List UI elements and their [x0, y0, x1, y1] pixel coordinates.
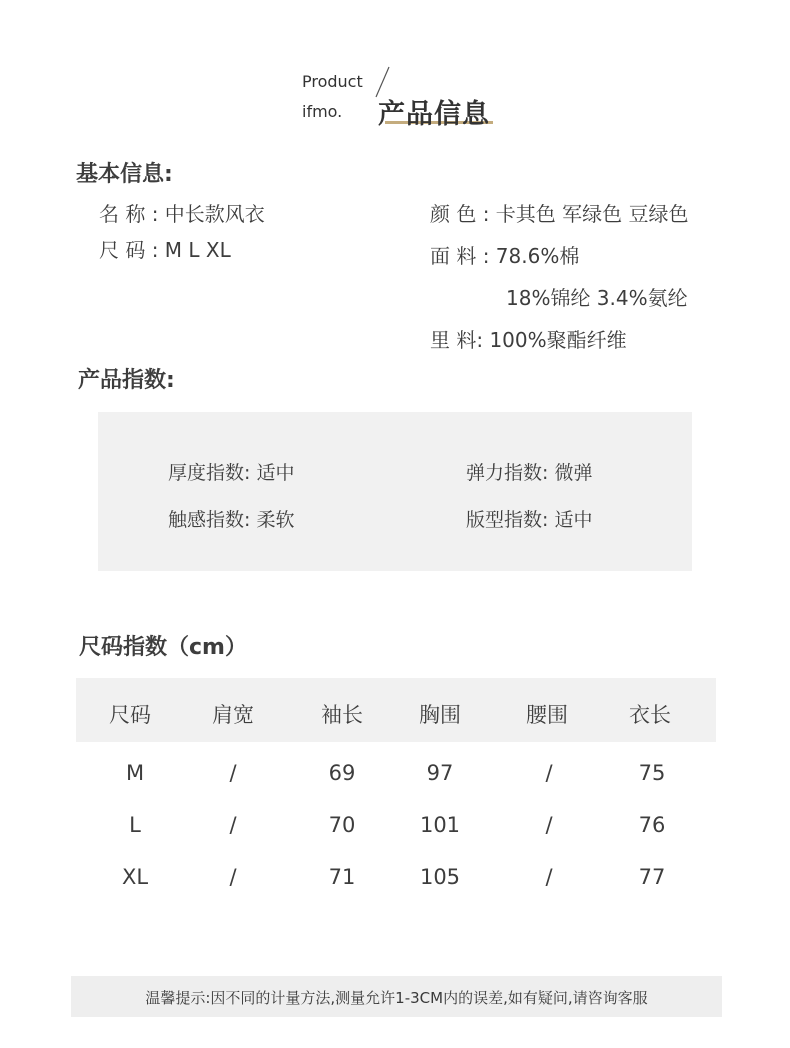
table-cell: 76: [638, 813, 666, 837]
table-cell: /: [545, 761, 553, 785]
table-cell: /: [545, 813, 553, 837]
header-en-line2: ifmo.: [302, 102, 343, 121]
header-en-line1: Product: [302, 72, 363, 91]
table-cell: /: [229, 813, 237, 837]
table-cell: 105: [419, 865, 461, 889]
table-cell: XL: [121, 865, 149, 889]
table-cell: /: [545, 865, 553, 889]
table-cell: 101: [419, 813, 461, 837]
table-cell: M: [125, 761, 145, 785]
table-cell: L: [129, 813, 141, 837]
info-color: 颜 色 : 卡其色 军绿色 豆绿色: [430, 202, 689, 226]
info-fabric-2: 18%锦纶 3.4%氨纶: [506, 286, 688, 310]
header-shoulder: 肩宽: [212, 703, 254, 727]
product-index-panel: [98, 412, 692, 571]
basic-info-title: 基本信息:: [76, 162, 173, 187]
measurement-note: 温馨提示:因不同的计量方法,测量允许1-3CM内的误差,如有疑问,请咨询客服: [145, 989, 648, 1007]
index-touch: 触感指数: 柔软: [168, 509, 295, 531]
header-length: 衣长: [629, 703, 671, 727]
index-elasticity: 弹力指数: 微弹: [466, 462, 593, 484]
info-fabric: 面 料 : 78.6%棉: [430, 244, 580, 268]
table-cell: 71: [328, 865, 356, 889]
size-table-title: 尺码指数（cm）: [79, 635, 247, 660]
index-fit: 版型指数: 适中: [466, 509, 593, 531]
table-cell: 97: [426, 761, 454, 785]
table-cell: 77: [638, 865, 666, 889]
info-lining: 里 料: 100%聚酯纤维: [430, 328, 627, 352]
header-sleeve: 袖长: [321, 703, 363, 727]
header-chest: 胸围: [419, 703, 461, 727]
table-cell: 75: [638, 761, 666, 785]
info-name: 名 称 : 中长款风衣: [99, 202, 265, 226]
table-cell: /: [229, 761, 237, 785]
product-index-title: 产品指数:: [78, 368, 175, 393]
table-cell: 70: [328, 813, 356, 837]
table-cell: 69: [328, 761, 356, 785]
info-size: 尺 码 : M L XL: [99, 238, 231, 262]
index-thickness: 厚度指数: 适中: [168, 462, 295, 484]
table-cell: /: [229, 865, 237, 889]
header-size: 尺码: [109, 703, 151, 727]
header-waist: 腰围: [526, 703, 568, 727]
page-title: 产品信息: [378, 99, 490, 130]
